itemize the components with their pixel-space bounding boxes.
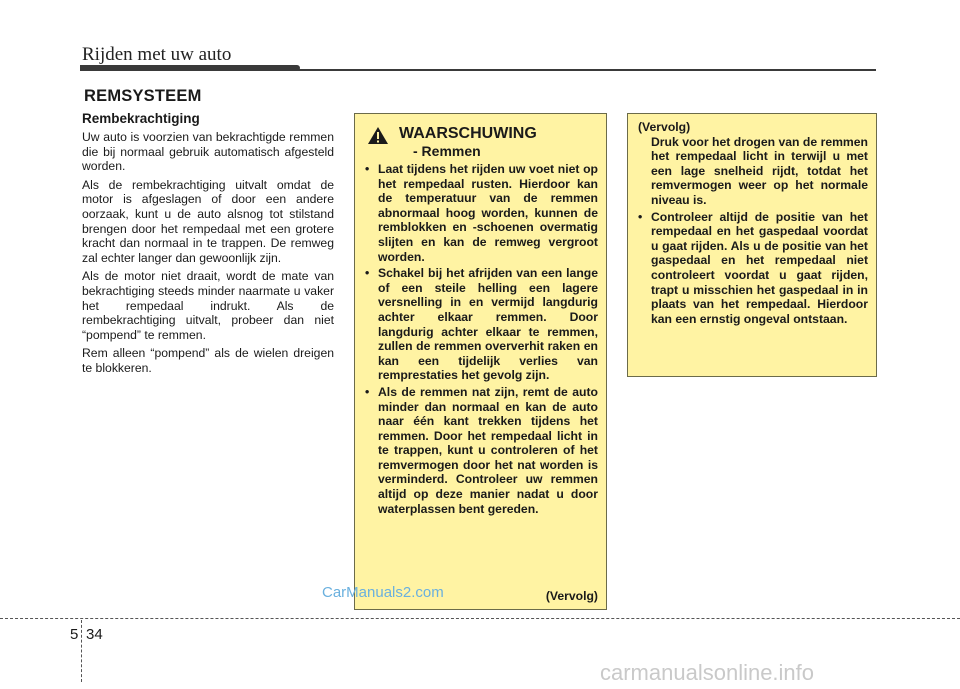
body-paragraph: Als de motor niet draait, wordt de mate van bekrachtiging steeds minder naarmate u vaker het rempedaal indrukt. Als de rembekrachtiging uitvalt, probeer dan niet “pompend” te remmen. (82, 269, 334, 342)
header-rule-thick (80, 65, 300, 71)
body-paragraph: Rem alleen “pompend” als de wielen dreigen te blokkeren. (82, 346, 334, 375)
continued-label: (Vervolg) (545, 589, 598, 603)
continuation-list (638, 210, 868, 327)
warning-list (365, 162, 598, 516)
watermark-carmanuals2[interactable]: CarManuals2.com (322, 584, 444, 601)
warning-header (365, 124, 598, 162)
continuation-item: • Controleer altijd de positie van het rempedaal en het gaspedaal voordat u gaat rijden. Als u de positie van het gaspedaal en het rempedaal niet controleert voordat u gaat rijden, trapt u misschien het gaspedaal in in plaats van het rempedaal. Hierdoor kan een ernstig ongeval ontstaan. (638, 210, 868, 327)
warning-title: WAARSCHUWING (399, 125, 537, 142)
warning-box (354, 113, 607, 610)
section-title: REMSYSTEEM (84, 87, 202, 105)
warning-item: • Schakel bij het afrijden van een lange of een steile helling een lagere versnelling in en vermijd langdurig achter elkaar remmen. Door langdurig achter elkaar te remmen, zullen de remmen oververhit raken en kan een tijdelijk verlies van remprestaties het gevolg zijn. (365, 266, 598, 383)
page-number: 34 (86, 626, 103, 643)
footer-rule-horizontal (0, 618, 960, 619)
running-header: Rijden met uw auto (82, 44, 232, 65)
warning-triangle-icon (367, 126, 389, 150)
footer-rule-vertical (81, 620, 83, 682)
continuation-label: (Vervolg) (638, 120, 691, 134)
body-paragraph: Uw auto is voorzien van bekrachtigde remmen die bij normaal gebruik automatisch afgesteld worden. (82, 130, 334, 174)
body-paragraph: Als de rembekrachtiging uitvalt omdat de motor is afgeslagen of door een andere oorzaak, kunt u de auto alsnog tot stilstand brengen door het rempedaal met een grotere kracht dan normaal in te trappen. De remweg zal echter langer dan gewoonlijk zijn. (82, 177, 334, 265)
warning-item: • Laat tijdens het rijden uw voet niet op het rempedaal rusten. Hierdoor kan de temperatuur van de remmen abnormaal hoog worden, kunnen de remblokken en -schoenen overmatig slijten en kan de remweg vergroot worden. (365, 162, 598, 264)
continuation-box (627, 113, 877, 377)
left-column (82, 111, 334, 380)
header-rule-thin (296, 69, 876, 71)
watermark-carmanualsonline[interactable]: carmanualsonline.info (600, 660, 815, 685)
subsection-title: Rembekrachtiging (82, 111, 200, 126)
warning-subtitle: - Remmen (413, 143, 481, 159)
warning-item: • Als de remmen nat zijn, remt de auto minder dan normaal en kan de auto naar één kant trekken tijdens het remmen. Door het rempedaal licht in te trappen, kunt u controleren of het remvermogen door het nat worden is verminderd. Controleer uw remmen altijd op deze manier nadat u door waterplassen bent gereden. (365, 385, 598, 516)
chapter-number: 5 (70, 626, 79, 643)
continuation-paragraph: Druk voor het drogen van de remmen het rempedaal licht in terwijl u met een lage snelheid rijdt, totdat het remvermogen weer op het normale niveau is. (651, 134, 868, 207)
